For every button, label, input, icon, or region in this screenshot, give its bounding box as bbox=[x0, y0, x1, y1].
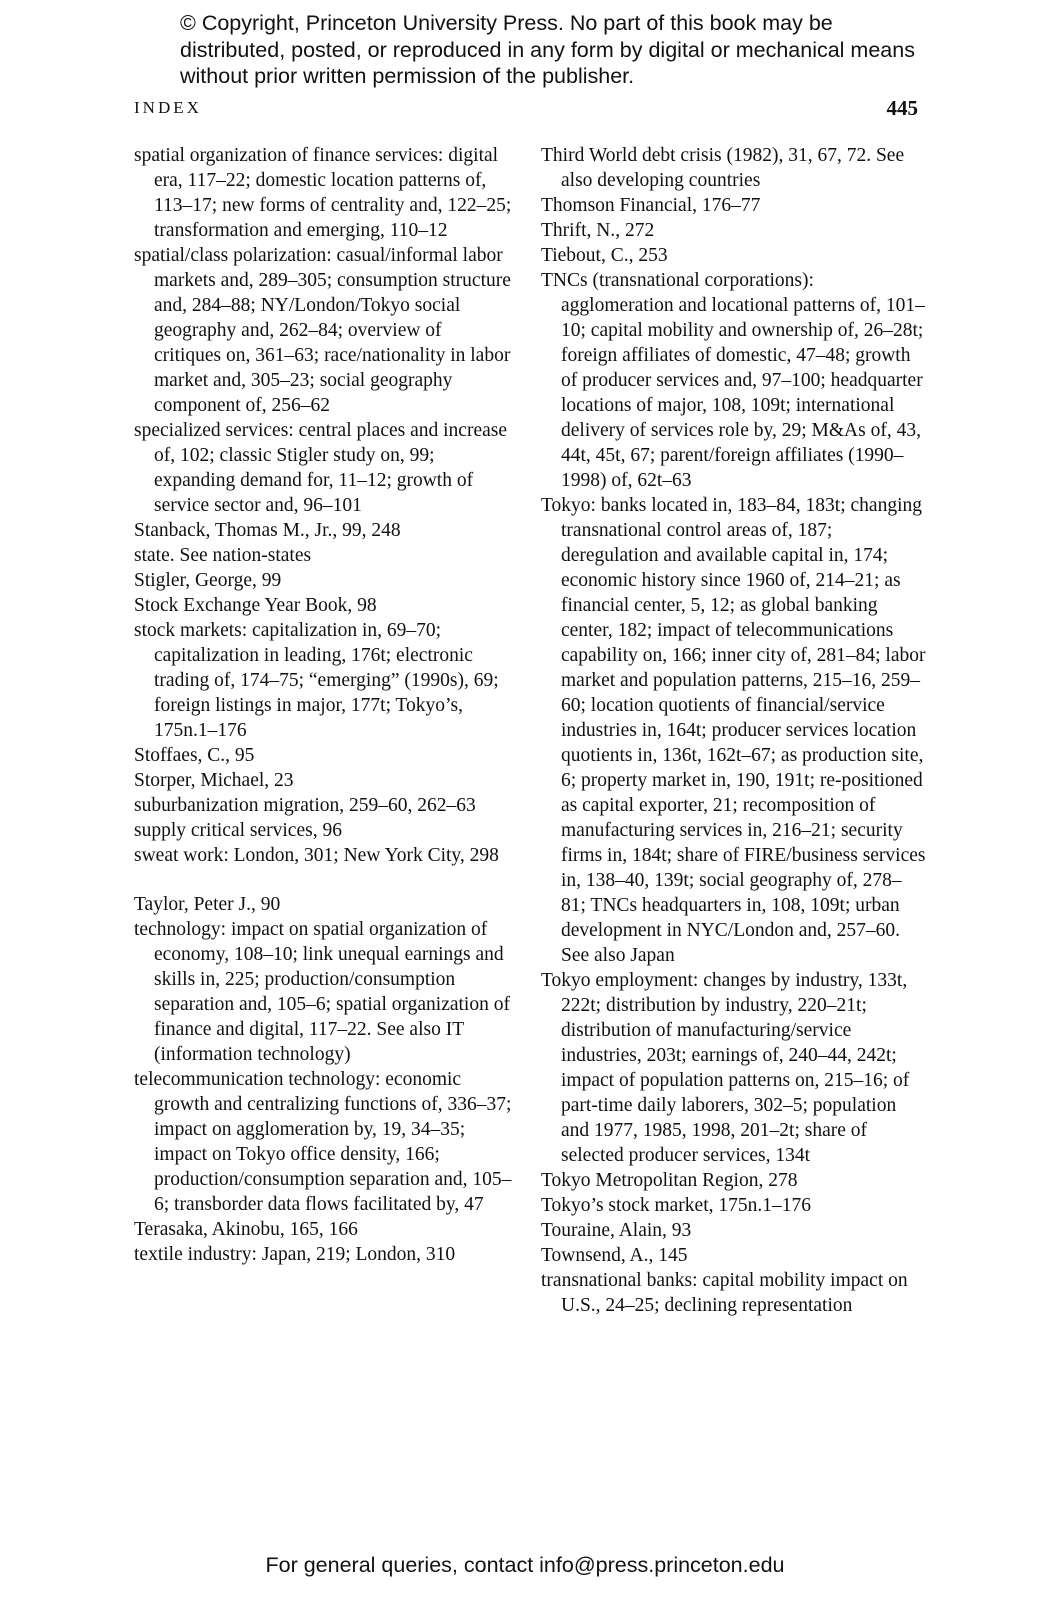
footer-contact: For general queries, contact info@press.princeton.edu bbox=[265, 1553, 785, 1577]
page-number: 445 bbox=[886, 96, 918, 120]
index-entry: supply critical services, 96 bbox=[134, 820, 342, 841]
letter-group-gap bbox=[134, 868, 512, 892]
index-entry: Tokyo employment: changes by industry, 133t, 222t; distribution by industry, 220–21t; distribution of manufacturing/service industries, 203t; earnings of, 240–44, 242t; impact of population patterns on, 215–16; of part-time daily laborers, 302–5; population and 1977, 1985, 1998, 201–2t; share of selected producer services, 134t bbox=[541, 970, 910, 1166]
index-entry: Stock Exchange Year Book, 98 bbox=[134, 595, 377, 616]
index-entry: Tokyo’s stock market, 175n.1–176 bbox=[541, 1195, 811, 1216]
index-entry: Tiebout, C., 253 bbox=[541, 245, 668, 266]
index-entry: Thrift, N., 272 bbox=[541, 220, 655, 241]
index-entry: textile industry: Japan, 219; London, 310 bbox=[134, 1244, 456, 1265]
index-entry: Stigler, George, 99 bbox=[134, 570, 282, 591]
index-entry: technology: impact on spatial organization of economy, 108–10; link unequal earnings and skills in, 225; production/consumption separation and, 105–6; spatial organization of finance and digital, 117–22. See also IT (information technology) bbox=[134, 919, 510, 1065]
index-entry: telecommunication technology: economic growth and centralizing functions of, 336–37; impact on agglomeration by, 19, 34–35; impact on Tokyo office density, 166; production/consumption separation and, 105–6; transborder data flows facilitated by, 47 bbox=[134, 1069, 512, 1215]
index-entry: TNCs (transnational corporations): agglomeration and locational patterns of, 101–10; capital mobility and ownership of, 26–28t; foreign affiliates of domestic, 47–48; growth of producer services and, 97–100; headquarter locations of major, 108, 109t; international delivery of services role by, 29; M&As of, 43, 44t, 45t, 67; parent/foreign affiliates (1990–1998) of, 62t–63 bbox=[541, 270, 925, 491]
index-entry: Stoffaes, C., 95 bbox=[134, 745, 255, 766]
index-entry: transnational banks: capital mobility impact on U.S., 24–25; declining representation bbox=[541, 1270, 908, 1316]
running-head bbox=[134, 96, 918, 126]
index-entry: Taylor, Peter J., 90 bbox=[134, 894, 281, 915]
index-entry: Third World debt crisis (1982), 31, 67, 72. See also developing countries bbox=[541, 145, 905, 191]
index-entry: spatial/class polarization: casual/informal labor markets and, 289–305; consumption structure and, 284–88; NY/London/Tokyo social geography and, 262–84; overview of critiques on, 361–63; race/nationality in labor market and, 305–23; social geography component of, 256–62 bbox=[134, 245, 511, 416]
index-entry: sweat work: London, 301; New York City, 298 bbox=[134, 845, 499, 866]
index-entry: Thomson Financial, 176–77 bbox=[541, 195, 761, 216]
index-entry: Tokyo: banks located in, 183–84, 183t; changing transnational control areas of, 187; deregulation and available capital in, 174; economic history since 1960 of, 214–21; as financial center, 5, 12; as global banking center, 182; impact of telecommunications capability on, 166; inner city of, 281–84; labor market and population patterns, 215–16, 259–60; location quotients of financial/service industries in, 164t; producer services location quotients in, 136t, 162t–67; as production site, 6; property market in, 190, 191t; re-positioned as capital exporter, 21; recomposition of manufacturing services in, 216–21; security firms in, 184t; share of FIRE/business services in, 138–40, 139t; social geography of, 278–81; TNCs headquarters in, 108, 109t; urban development in NYC/London and, 257–60. See also Japan bbox=[541, 495, 926, 966]
index-entry: Terasaka, Akinobu, 165, 166 bbox=[134, 1219, 358, 1240]
index-entry: spatial organization of finance services: digital era, 117–22; domestic location patterns of, 113–17; new forms of centrality and, 122–25; transformation and emerging, 110–12 bbox=[134, 145, 512, 241]
index-entry: Stanback, Thomas M., Jr., 99, 248 bbox=[134, 520, 401, 541]
index-column-left bbox=[134, 143, 512, 1267]
index-entry: specialized services: central places and increase of, 102; classic Stigler study on, 99; expanding demand for, 11–12; growth of service sector and, 96–101 bbox=[134, 420, 508, 516]
index-entry: suburbanization migration, 259–60, 262–63 bbox=[134, 795, 476, 816]
running-head-title: INDEX bbox=[134, 98, 202, 117]
index-entry: stock markets: capitalization in, 69–70; capitalization in leading, 176t; electronic trading of, 174–75; “emerging” (1990s), 69; foreign listings in major, 177t; Tokyo’s, 175n.1–176 bbox=[134, 620, 499, 741]
index-entry: Townsend, A., 145 bbox=[541, 1245, 688, 1266]
index-entry: Touraine, Alain, 93 bbox=[541, 1220, 692, 1241]
index-entry: Storper, Michael, 23 bbox=[134, 770, 294, 791]
copyright-notice: © Copyright, Princeton University Press. No part of this book may be distributed, posted, or reproduced in any form by digital or mechanical means without prior written permission of the publisher. bbox=[180, 11, 915, 88]
index-column-right bbox=[541, 143, 926, 1318]
index-entry: Tokyo Metropolitan Region, 278 bbox=[541, 1170, 798, 1191]
index-entry: state. See nation-states bbox=[134, 545, 312, 566]
